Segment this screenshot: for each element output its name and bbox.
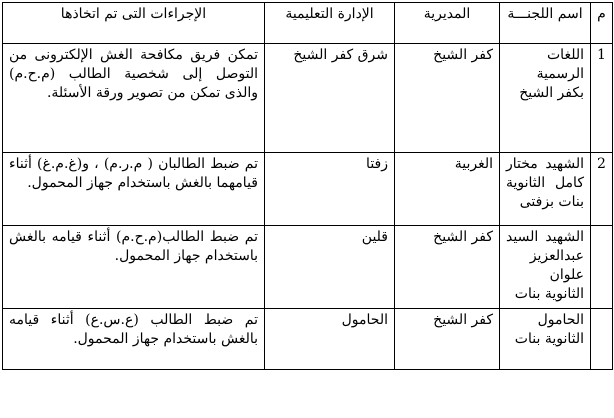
header-directorate: المديرية (395, 3, 500, 44)
cell-num (591, 226, 613, 309)
cell-directorate: كفر الشيخ (395, 309, 500, 370)
cell-actions: تمكن فريق مكافحة الغش الإلكترونى من التوصل إلى شخصية الطالب (م.ح.م) والذى تمكن من تصوير ورقة الأسئلة. (3, 44, 265, 153)
header-actions: الإجراءات التى تم اتخاذها (3, 3, 265, 44)
cell-actions: تم ضبط الطالب (ع.س.ع) أثناء قيامه بالغش باستخدام جهاز المحمول. (3, 309, 265, 370)
cell-num: 2 (591, 153, 613, 226)
cell-directorate: كفر الشيخ (395, 44, 500, 153)
cell-committee: الحامول الثانوية بنات (500, 309, 591, 370)
cell-committee: الشهيد السيد عبدالعزيز علوان الثانوية بنات (500, 226, 591, 309)
table-row (3, 44, 613, 153)
table-row (3, 226, 613, 309)
cell-committee: الشهيد مختار كامل الثانوية بنات بزفتى (500, 153, 591, 226)
cell-directorate: الغربية (395, 153, 500, 226)
cell-admin: الحامول (265, 309, 395, 370)
cell-num: 1 (591, 44, 613, 153)
cell-actions: تم ضبط الطالبان ( م.ر.م) ، و(غ.م.غ) أثناء قيامهما بالغش باستخدام جهاز المحمول. (3, 153, 265, 226)
cell-actions: تم ضبط الطالب(م.ح.م) أثناء قيامه بالغش باستخدام جهاز المحمول. (3, 226, 265, 309)
header-row (3, 3, 613, 44)
cell-directorate: كفر الشيخ (395, 226, 500, 309)
measures-table (2, 2, 613, 370)
table-body (3, 44, 613, 370)
cell-admin: زفتا (265, 153, 395, 226)
table-row (3, 153, 613, 226)
cell-committee: اللغات الرسمية بكفر الشيخ (500, 44, 591, 153)
cell-num (591, 309, 613, 370)
cell-admin: شرق كفر الشيخ (265, 44, 395, 153)
header-admin: الإدارة التعليمية (265, 3, 395, 44)
header-num: م (591, 3, 613, 44)
header-committee: اسم اللجنـــة (500, 3, 591, 44)
table-row (3, 309, 613, 370)
cell-admin: قلين (265, 226, 395, 309)
table-header (3, 3, 613, 44)
